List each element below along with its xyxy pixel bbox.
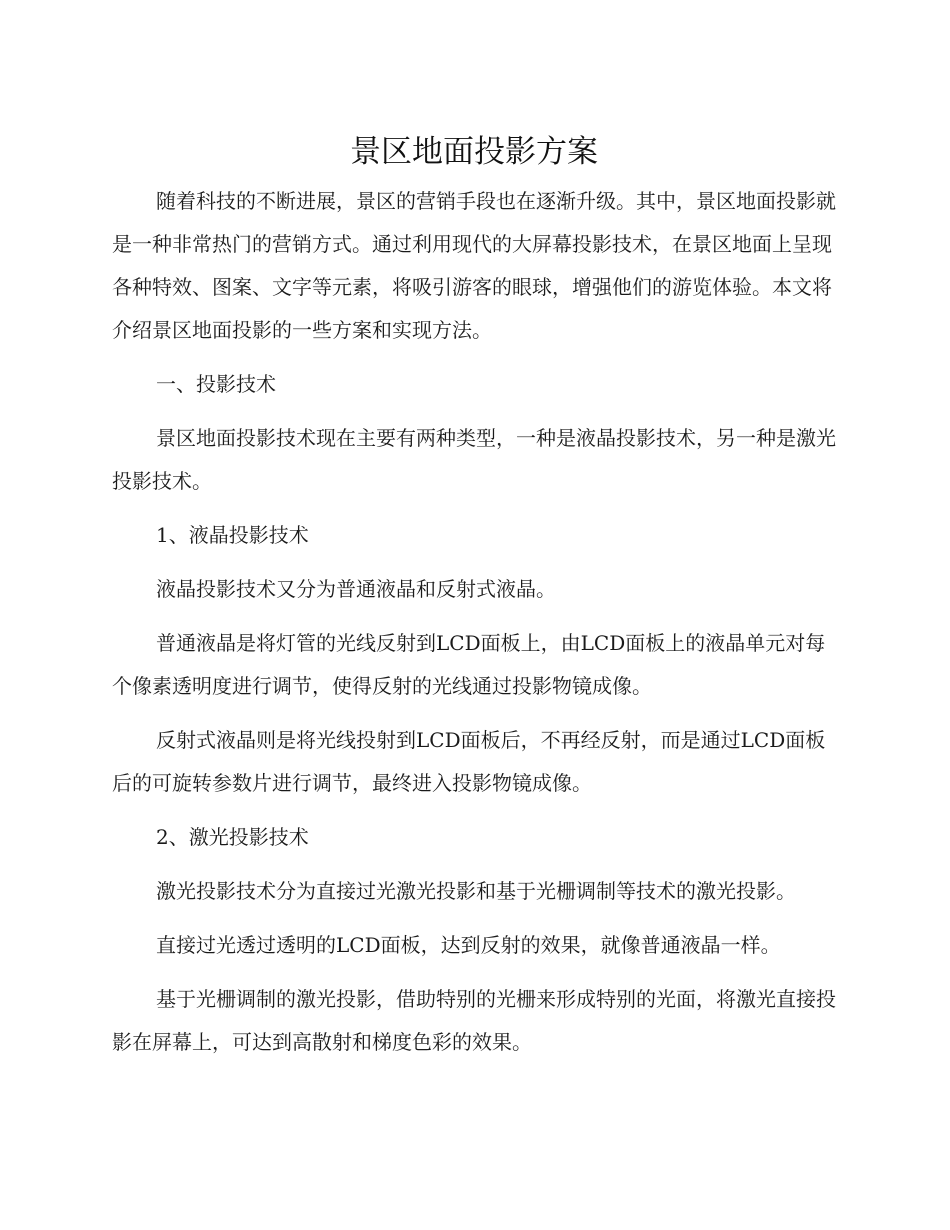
- grating-laser-paragraph: 基于光栅调制的激光投影，借助特别的光栅来形成特别的光面，将激光直接投影在屏幕上，可达到高散射和梯度色彩的效果。: [112, 987, 836, 1054]
- laser-types-paragraph: 激光投影技术分为直接过光激光投影和基于光栅调制等技术的激光投影。: [156, 879, 796, 903]
- intro-paragraph: 随着科技的不断进展，景区的营销手段也在逐渐升级。其中，景区地面投影就是一种非常热门的营销方式。通过利用现代的大屏幕投影技术，在景区地面上呈现各种特效、图案、文字等元素，将吸引游客的眼球，增强他们的游览体验。本文将介绍景区地面投影的一些方案和实现方法。: [112, 189, 836, 342]
- reflective-lcd-paragraph: 反射式液晶则是将光线投射到LCD面板后，不再经反射，而是通过LCD面板后的可旋转参数片进行调节，最终进入投影物镜成像。: [112, 728, 826, 795]
- projection-types-paragraph: 景区地面投影技术现在主要有两种类型，一种是液晶投影技术，另一种是激光投影技术。: [112, 426, 836, 493]
- direct-light-paragraph: 直接过光透过透明的LCD面板，达到反射的效果，就像普通液晶一样。: [156, 933, 781, 957]
- subheading-laser-projection: 2、激光投影技术: [156, 825, 309, 849]
- normal-lcd-paragraph: 普通液晶是将灯管的光线反射到LCD面板上，由LCD面板上的液晶单元对每个像素透明度进行调节，使得反射的光线通过投影物镜成像。: [112, 631, 826, 698]
- lcd-types-paragraph: 液晶投影技术又分为普通液晶和反射式液晶。: [156, 577, 556, 601]
- document-title: 景区地面投影方案: [350, 134, 598, 170]
- section-heading-projection-tech: 一、投影技术: [156, 372, 276, 396]
- subheading-lcd-projection: 1、液晶投影技术: [156, 523, 309, 547]
